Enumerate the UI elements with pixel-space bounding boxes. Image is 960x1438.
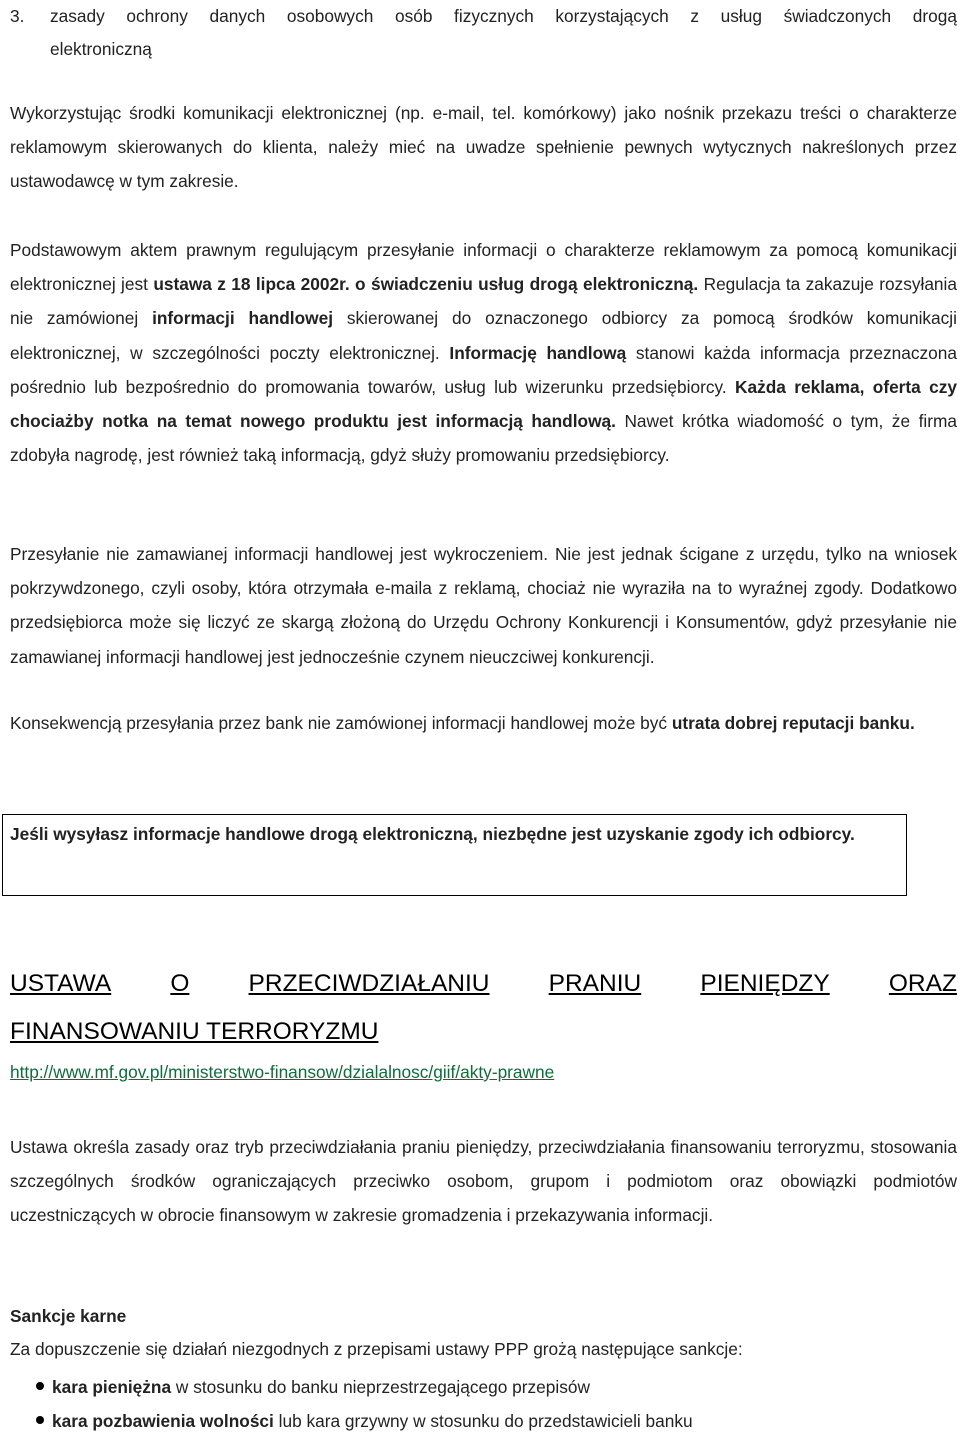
heading-word: ORAZ <box>888 970 957 997</box>
paragraph-consequence <box>10 706 957 740</box>
sanction-detail: lub kara grzywny w stosunku do przedstawicieli banku <box>273 1411 693 1431</box>
heading-word: USTAWA <box>10 970 112 997</box>
legal-basis-term: informacji handlowej <box>152 308 334 329</box>
legal-basis-text-3: skierowanej do oznaczonego odbiorcy za pomocą środków komunikacji elektronicznej, w szczególności poczty elektronicznej. <box>10 308 957 363</box>
paragraph-act-scope: Ustawa określa zasady oraz tryb przeciwdziałania praniu pieniędzy, przeciwdziałania finansowaniu terroryzmu, stosowania szczególnych środków ograniczających przeciwko osobom, grupom i podmiotom oraz obowiązki podmiotów uczestniczących w obrocie finansowym w zakresie gromadzenia i przekazywania informacji. <box>10 1137 957 1226</box>
legal-basis-text-4: stanowi każda informacja przeznaczona pośrednio lub bezpośrednio do promowania towarów, usług lub wizerunku przedsiębiorcy. <box>10 342 957 397</box>
section-heading <box>10 960 957 1056</box>
legal-basis-text-1: Podstawowym aktem prawnym regulującym przesyłanie informacji o charakterze reklamowym za pomocą komunikacji elektronicznej jest <box>10 240 957 295</box>
paragraph-intro: Wykorzystując środki komunikacji elektronicznej (np. e-mail, tel. komórkowy) jako nośnik przekazu treści o charakterze reklamowym skierowanych do klienta, należy mieć na uwadze spełnienie pewnych wytycznych nakreślonych przez ustawodawcę w tym zakresie. <box>10 103 957 192</box>
heading-row-1 <box>10 960 957 1008</box>
heading-word: PRANIU <box>548 970 642 997</box>
legal-basis-text-2: Regulacja ta zakazuje rozsyłania nie zamówionej <box>10 274 957 329</box>
legal-basis-emphasis: Każda reklama, oferta czy chociażby notka na temat nowego produktu jest informacją handlową. <box>10 376 957 432</box>
item-number: 3. <box>10 6 25 26</box>
numbered-item-3 <box>10 0 957 66</box>
legal-basis-definition: Informację handlową <box>449 342 627 363</box>
sanctions-list <box>10 1370 957 1438</box>
sanctions-title: Sankcje karne <box>10 1306 127 1326</box>
heading-word: PRZECIWDZIAŁANIU <box>248 970 490 997</box>
item-text-line1: zasady ochrony danych osobowych osób fizycznych korzystających z usług świadczonych drogą <box>50 6 957 26</box>
legal-basis-text-5: Nawet krótka wiadomość o tym, że firma zdobyła nagrodę, jest również taką informacją, gdyż służy promowaniu przedsiębiorcy. <box>10 411 957 466</box>
legal-basis-act: ustawa z 18 lipca 2002r. o świadczeniu usług drogą elektroniczną. <box>153 274 699 295</box>
consent-notice-box <box>2 814 907 896</box>
list-item <box>10 1404 957 1438</box>
heading-word: O <box>170 970 190 997</box>
sanction-name: kara pieniężna <box>52 1377 172 1397</box>
heading-word: PIENIĘDZY <box>700 970 830 997</box>
heading-row-2: FINANSOWANIU TERRORYZMU <box>10 1018 379 1045</box>
paragraph-legal-basis <box>10 233 957 472</box>
sanction-name: kara pozbawienia wolności <box>52 1411 274 1431</box>
consequence-emphasis: utrata dobrej reputacji banku. <box>671 713 915 733</box>
sanction-detail: w stosunku do banku nieprzestrzegającego przepisów <box>171 1377 590 1397</box>
link-line <box>10 1060 957 1084</box>
consent-notice-text: Jeśli wysyłasz informacje handlowe drogą elektroniczną, niezbędne jest uzyskanie zgody ich odbiorcy. <box>10 824 855 844</box>
item-text-line2: elektroniczną <box>50 39 152 59</box>
paragraph-offense: Przesyłanie nie zamawianej informacji handlowej jest wykroczeniem. Nie jest jednak ścigane z urzędu, tylko na wniosek pokrzywdzonego, czyli osoby, która otrzymała e-maila z reklamą, chociaż nie wyraziła na to wyraźnej zgody. Dodatkowo przedsiębiorca może się liczyć ze skargą złożoną do Urzędu Ochrony Konkurencji i Konsumentów, gdyż przesyłanie nie zamawianej informacji handlowej jest jednocześnie czynem nieuczciwej konkurencji. <box>10 544 957 667</box>
ministry-link[interactable]: http://www.mf.gov.pl/ministerstwo-finansow/dzialalnosc/giif/akty-prawne <box>10 1062 555 1082</box>
sanctions-intro: Za dopuszczenie się działań niezgodnych z przepisami ustawy PPP grożą następujące sankcje: <box>10 1339 743 1359</box>
consequence-text: Konsekwencją przesyłania przez bank nie zamówionej informacji handlowej może być <box>10 713 672 733</box>
list-item <box>10 1370 957 1404</box>
